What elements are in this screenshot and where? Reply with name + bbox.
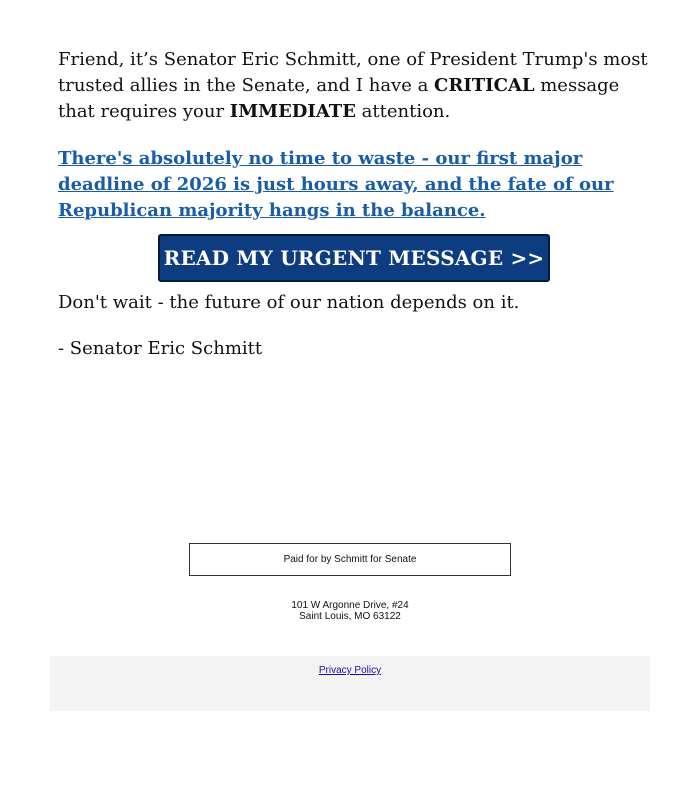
- immediate-emphasis: IMMEDIATE: [229, 101, 356, 122]
- address-line-2: Saint Louis, MO 63122: [299, 611, 401, 622]
- intro-text-2: message that requires your: [58, 75, 620, 122]
- email-body: [58, 47, 650, 362]
- intro-text-1: Friend, it’s Senator Eric Schmitt, one of President Trump's most trusted allies in the Senate, and I have a: [58, 49, 648, 96]
- address-line-1: 101 W Argonne Drive, #24: [291, 600, 409, 611]
- closing-paragraph: Don't wait - the future of our nation depends on it.: [58, 292, 520, 313]
- signature: - Senator Eric Schmitt: [58, 338, 263, 359]
- paid-for-disclaimer: Paid for by Schmitt for Senate: [189, 543, 511, 576]
- intro-text-3: attention.: [355, 101, 451, 122]
- mailing-address: [0, 600, 700, 622]
- privacy-policy-link[interactable]: Privacy Policy: [318, 665, 382, 676]
- urgent-deadline-link[interactable]: There's absolutely no time to waste - our first major deadline of 2026 is just hours away, and the fate of our Republican majority hangs in the balance.: [58, 148, 614, 221]
- intro-paragraph: [58, 47, 650, 125]
- cta-container: [58, 234, 650, 282]
- email-footer: [50, 656, 650, 711]
- read-urgent-message-button[interactable]: READ MY URGENT MESSAGE >>: [158, 234, 550, 282]
- critical-emphasis: CRITICAL: [434, 75, 535, 96]
